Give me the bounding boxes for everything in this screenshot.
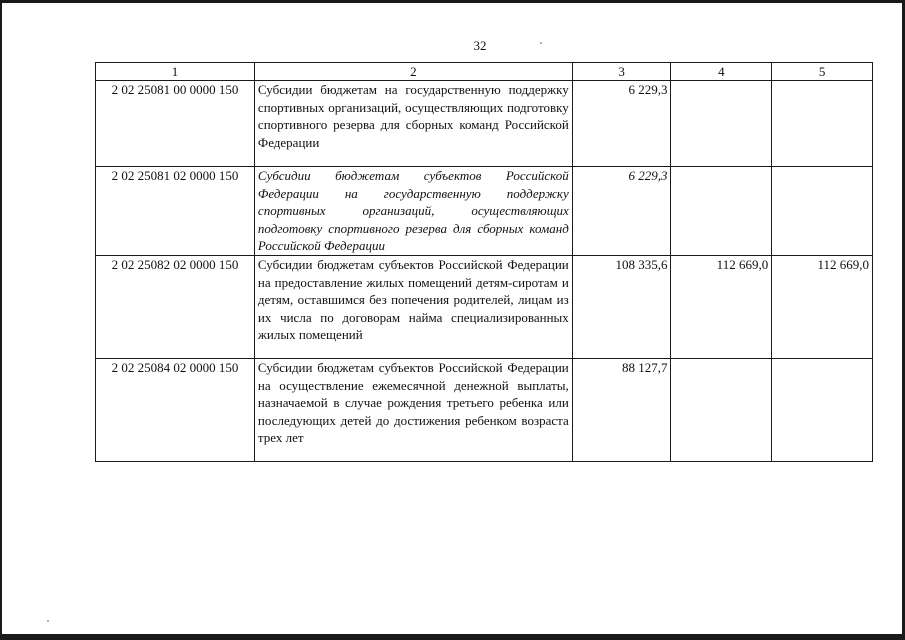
budget-code-cell: 2 02 25081 00 0000 150 xyxy=(96,81,255,167)
description-cell: Субсидии бюджетам субъектов Российской Федерации на государственную поддержку спортивных организаций, осуществляющих подготовку спортивного резерва для сборных команд Российской Федерации xyxy=(254,167,572,256)
scan-speck xyxy=(540,42,542,44)
column-header-1: 1 xyxy=(96,63,255,81)
value-col5-cell xyxy=(772,81,873,167)
budget-code-cell: 2 02 25081 02 0000 150 xyxy=(96,167,255,256)
table-header-row xyxy=(96,63,873,81)
table-row xyxy=(96,256,873,359)
value-col3-cell: 6 229,3 xyxy=(572,81,671,167)
value-col3-cell: 108 335,6 xyxy=(572,256,671,359)
value-col4-cell xyxy=(671,359,772,462)
scan-speck xyxy=(47,620,49,622)
budget-table xyxy=(95,62,873,462)
column-header-5: 5 xyxy=(772,63,873,81)
value-col5-cell: 112 669,0 xyxy=(772,256,873,359)
scan-border-left xyxy=(0,0,2,640)
column-header-4: 4 xyxy=(671,63,772,81)
scan-border-top xyxy=(0,0,905,3)
column-header-3: 3 xyxy=(572,63,671,81)
value-col5-cell xyxy=(772,167,873,256)
value-col4-cell xyxy=(671,167,772,256)
value-col3-cell: 88 127,7 xyxy=(572,359,671,462)
table-row xyxy=(96,81,873,167)
column-header-2: 2 xyxy=(254,63,572,81)
description-cell: Субсидии бюджетам субъектов Российской Федерации на предоставление жилых помещений детям-сиротам и детям, оставшимся без попечения родителей, лицам из их числа по договорам найма специализированных жилых помещений xyxy=(254,256,572,359)
value-col5-cell xyxy=(772,359,873,462)
value-col4-cell: 112 669,0 xyxy=(671,256,772,359)
scan-border-bottom xyxy=(0,634,905,640)
value-col4-cell xyxy=(671,81,772,167)
description-cell: Субсидии бюджетам на государственную поддержку спортивных организаций, осуществляющих подготовку спортивного резерва для сборных команд Российской Федерации xyxy=(254,81,572,167)
budget-code-cell: 2 02 25084 02 0000 150 xyxy=(96,359,255,462)
table-row xyxy=(96,359,873,462)
budget-code-cell: 2 02 25082 02 0000 150 xyxy=(96,256,255,359)
page-number: 32 xyxy=(473,38,487,53)
table-row xyxy=(96,167,873,256)
description-cell: Субсидии бюджетам субъектов Российской Федерации на осуществление ежемесячной денежной выплаты, назначаемой в случае рождения третьего ребенка или последующих детей до достижения ребенком возраста трех лет xyxy=(254,359,572,462)
value-col3-cell: 6 229,3 xyxy=(572,167,671,256)
